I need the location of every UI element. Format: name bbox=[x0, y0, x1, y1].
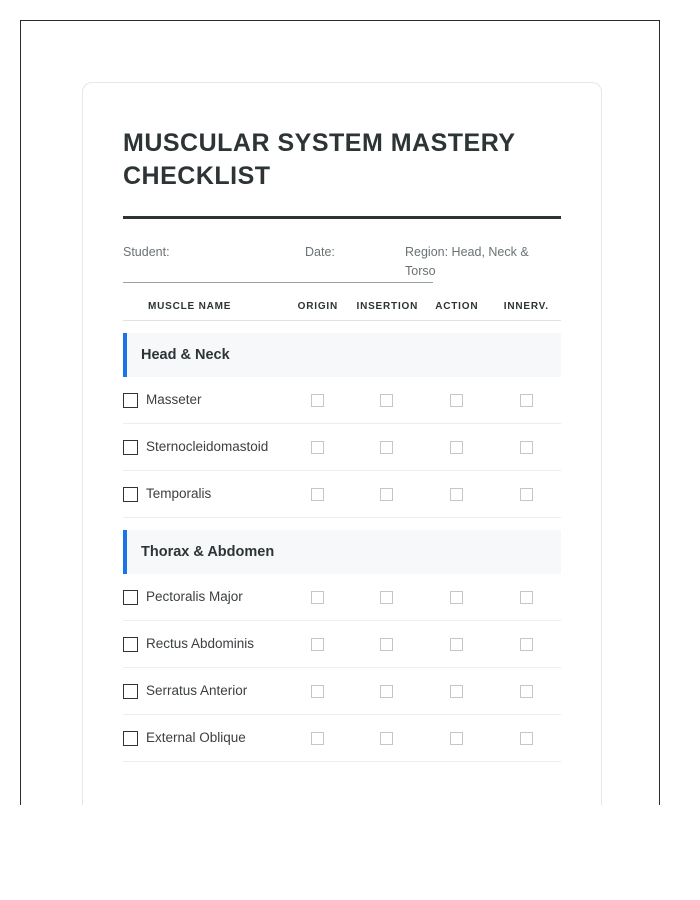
title-divider bbox=[123, 216, 561, 219]
insertion-cell bbox=[352, 441, 422, 454]
innervation-cell bbox=[491, 441, 561, 454]
section-header-label: Thorax & Abdomen bbox=[141, 544, 275, 561]
innervation-cell bbox=[491, 591, 561, 604]
section-header bbox=[123, 333, 561, 377]
muscle-checkbox[interactable] bbox=[123, 731, 138, 746]
muscle-name-cell bbox=[123, 675, 283, 707]
muscle-checkbox[interactable] bbox=[123, 440, 138, 455]
innervation-checkbox[interactable] bbox=[520, 591, 533, 604]
muscle-name-label: Pectoralis Major bbox=[146, 589, 243, 605]
innervation-cell bbox=[491, 394, 561, 407]
action-checkbox[interactable] bbox=[450, 591, 463, 604]
origin-cell bbox=[283, 441, 353, 454]
insertion-checkbox[interactable] bbox=[380, 732, 393, 745]
checklist-body bbox=[123, 333, 561, 762]
student-field-label: Student: bbox=[123, 244, 170, 259]
date-field-label: Date: bbox=[305, 244, 335, 259]
muscle-checkbox[interactable] bbox=[123, 684, 138, 699]
muscle-name-label: Masseter bbox=[146, 392, 202, 408]
insertion-checkbox[interactable] bbox=[380, 638, 393, 651]
page-frame bbox=[20, 20, 660, 805]
innervation-checkbox[interactable] bbox=[520, 685, 533, 698]
innervation-cell bbox=[491, 685, 561, 698]
meta-row bbox=[123, 243, 561, 282]
muscle-name-cell bbox=[123, 384, 283, 416]
insertion-checkbox[interactable] bbox=[380, 441, 393, 454]
origin-checkbox[interactable] bbox=[311, 685, 324, 698]
region-label: Region: Head, Neck & Torso bbox=[405, 244, 529, 278]
muscle-name-cell bbox=[123, 478, 283, 510]
insertion-checkbox[interactable] bbox=[380, 488, 393, 501]
muscle-checkbox[interactable] bbox=[123, 590, 138, 605]
checklist-sheet bbox=[82, 82, 602, 805]
origin-checkbox[interactable] bbox=[311, 488, 324, 501]
insertion-cell bbox=[352, 394, 422, 407]
action-checkbox[interactable] bbox=[450, 685, 463, 698]
innervation-checkbox[interactable] bbox=[520, 488, 533, 501]
muscle-name-cell bbox=[123, 431, 283, 463]
insertion-cell bbox=[352, 488, 422, 501]
action-cell bbox=[422, 732, 492, 745]
insertion-checkbox[interactable] bbox=[380, 394, 393, 407]
innervation-checkbox[interactable] bbox=[520, 732, 533, 745]
action-cell bbox=[422, 591, 492, 604]
insertion-cell bbox=[352, 638, 422, 651]
table-row bbox=[123, 377, 561, 424]
muscle-name-label: Serratus Anterior bbox=[146, 683, 248, 699]
origin-checkbox[interactable] bbox=[311, 638, 324, 651]
insertion-checkbox[interactable] bbox=[380, 685, 393, 698]
section-header-label: Head & Neck bbox=[141, 347, 230, 364]
action-cell bbox=[422, 394, 492, 407]
innervation-cell bbox=[491, 638, 561, 651]
column-header-action: ACTION bbox=[435, 301, 479, 313]
innervation-checkbox[interactable] bbox=[520, 638, 533, 651]
innervation-checkbox[interactable] bbox=[520, 394, 533, 407]
insertion-cell bbox=[352, 591, 422, 604]
insertion-checkbox[interactable] bbox=[380, 591, 393, 604]
action-cell bbox=[422, 685, 492, 698]
table-row bbox=[123, 424, 561, 471]
muscle-name-cell bbox=[123, 722, 283, 754]
muscle-checkbox[interactable] bbox=[123, 487, 138, 502]
column-header-innervation: INNERV. bbox=[503, 301, 549, 313]
insertion-cell bbox=[352, 732, 422, 745]
action-checkbox[interactable] bbox=[450, 441, 463, 454]
muscle-name-cell bbox=[123, 581, 283, 613]
origin-cell bbox=[283, 732, 353, 745]
muscle-name-label: Rectus Abdominis bbox=[146, 636, 255, 652]
column-header-muscle-name: MUSCLE NAME bbox=[148, 301, 232, 313]
muscle-name-label: Temporalis bbox=[146, 486, 212, 502]
meta-write-line[interactable] bbox=[123, 282, 433, 283]
action-checkbox[interactable] bbox=[450, 732, 463, 745]
muscle-checkbox[interactable] bbox=[123, 637, 138, 652]
table-row bbox=[123, 471, 561, 518]
action-cell bbox=[422, 638, 492, 651]
table-row bbox=[123, 668, 561, 715]
origin-checkbox[interactable] bbox=[311, 591, 324, 604]
innervation-cell bbox=[491, 732, 561, 745]
origin-cell bbox=[283, 394, 353, 407]
column-headers bbox=[123, 301, 561, 321]
table-row bbox=[123, 574, 561, 621]
action-cell bbox=[422, 488, 492, 501]
origin-checkbox[interactable] bbox=[311, 441, 324, 454]
origin-cell bbox=[283, 488, 353, 501]
muscle-checkbox[interactable] bbox=[123, 393, 138, 408]
action-checkbox[interactable] bbox=[450, 394, 463, 407]
table-row bbox=[123, 715, 561, 762]
page-title: MUSCULAR SYSTEM MASTERY CHECKLIST bbox=[123, 129, 516, 191]
origin-checkbox[interactable] bbox=[311, 394, 324, 407]
table-row bbox=[123, 621, 561, 668]
section-header bbox=[123, 530, 561, 574]
column-header-insertion: INSERTION bbox=[356, 301, 419, 313]
column-header-origin: ORIGIN bbox=[297, 301, 339, 313]
muscle-name-label: Sternocleidomastoid bbox=[146, 439, 269, 455]
insertion-cell bbox=[352, 685, 422, 698]
action-checkbox[interactable] bbox=[450, 638, 463, 651]
origin-checkbox[interactable] bbox=[311, 732, 324, 745]
muscle-name-label: External Oblique bbox=[146, 730, 246, 746]
innervation-cell bbox=[491, 488, 561, 501]
muscle-name-cell bbox=[123, 628, 283, 660]
action-checkbox[interactable] bbox=[450, 488, 463, 501]
action-cell bbox=[422, 441, 492, 454]
origin-cell bbox=[283, 638, 353, 651]
origin-cell bbox=[283, 685, 353, 698]
origin-cell bbox=[283, 591, 353, 604]
innervation-checkbox[interactable] bbox=[520, 441, 533, 454]
